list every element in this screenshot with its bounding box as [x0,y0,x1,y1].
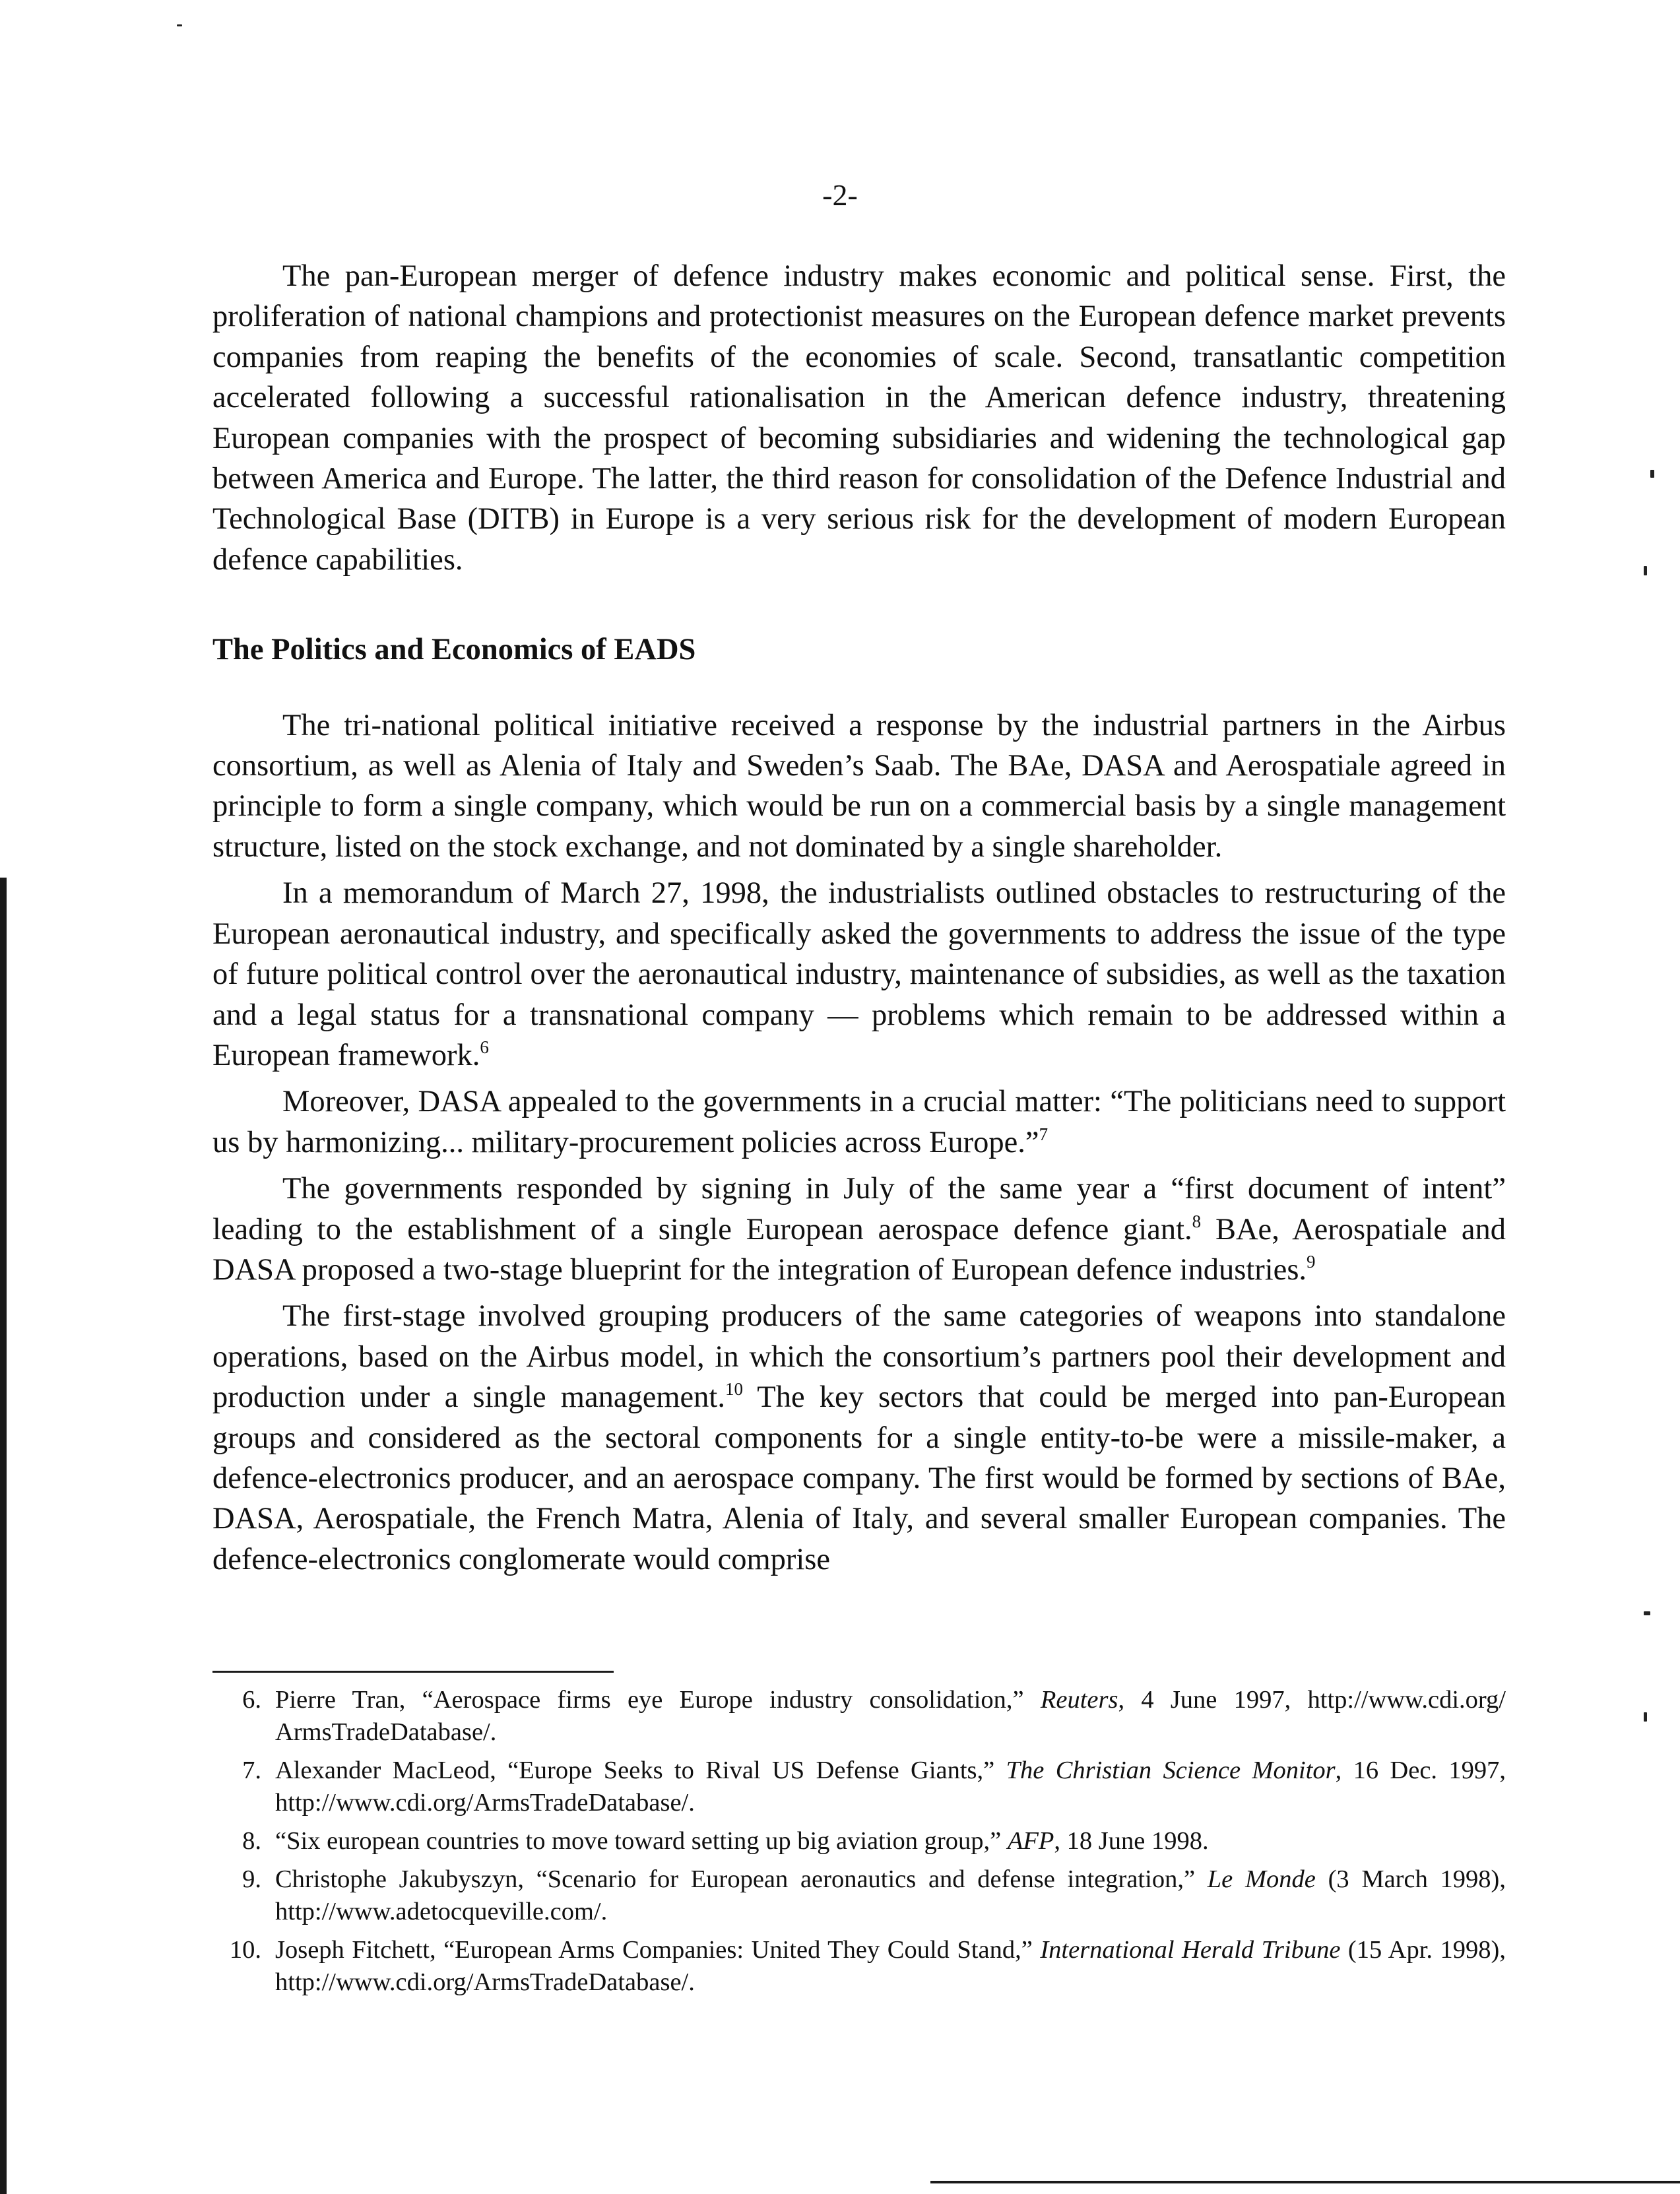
paragraph: The pan-European merger of defence industry makes economic and political sense. First, the proliferation of national champions and protectionist measures on the European defence market prevents companies from reaping the benefits of the economies of scale. Second, transatlantic competition accelerated following a successful rationalisation in the American defence industry, threatening European companies with the prospect of becoming subsidiaries and widening the technological gap between America and Europe. The latter, the third reason for consolidation of the Defence Industrial and Technological Base (DITB) in Europe is a very serious risk for the development of modern European defence capabilities. [212,259,1506,577]
paragraph-text: BAe, Aerospatiale and DASA proposed a two-stage blueprint for the integration of European defence industries. [212,1212,1506,1287]
footnote-source: AFP [1007,1827,1054,1855]
footnote-source: International Herald Tribune [1040,1936,1341,1964]
footnote [212,1755,1506,1819]
paragraph [212,1296,1506,1580]
footnote-ref[interactable]: 8 [1192,1211,1202,1231]
footnote [212,1863,1506,1928]
footnote-citation: Pierre Tran, “Aerospace firms eye Europe industry consolidation,” [275,1686,1041,1714]
footnote-source: Le Monde [1207,1865,1316,1893]
footnote-number: 8. [242,1827,261,1855]
scan-speck [1644,1712,1647,1722]
paragraph-text: In a memorandum of March 27, 1998, the industrialists outlined obstacles to restructuring of the European aeronautical industry, and specifically asked the governments to address the issue of the type of future political control over the aeronautical industry, maintenance of subsidies, as well as the taxation and a legal status for a transnational company — problems which remain to be addressed within a European framework. [212,876,1506,1072]
footnotes [212,1684,1506,2005]
footnote-number: 7. [242,1757,261,1784]
footnote-text [275,1755,1506,1819]
footnote-source: Reuters [1040,1686,1118,1714]
footnote-details: (15 Apr. 1998), http://www.cdi.org/ArmsTradeDatabase/. [275,1936,1506,1996]
footnote-citation: Joseph Fitchett, “European Arms Companies: United They Could Stand,” [275,1936,1041,1964]
footnote-details: , 4 June 1997, http://www.cdi.org/ ArmsTradeDatabase/. [275,1686,1506,1746]
footnote-ref[interactable]: 9 [1307,1251,1316,1272]
footnote-ref[interactable]: 10 [725,1379,743,1400]
paragraph [212,1081,1506,1163]
footnote [212,1684,1506,1749]
page-number: -2- [822,178,858,212]
footnote [212,1934,1506,1999]
footnote-ref[interactable]: 7 [1039,1124,1049,1144]
paragraph-text: The key sectors that could be merged into pan-European groups and considered as the sectoral components for a single entity-to-be were a missile-maker, a defence-electronics producer, and an aerospace company. The first would be formed by sections of BAe, DASA, Aerospatiale, the French Matra, Alenia of Italy, and several smaller European companies. The defence-electronics conglomerate would comprise [212,1380,1506,1576]
footnote-citation: “Six european countries to move toward setting up big aviation group,” [275,1827,1008,1855]
scan-speck [1644,1611,1650,1615]
footnote-details: (3 March 1998), http://www.adetocqueville.com/. [275,1865,1506,1925]
footnote [212,1825,1506,1857]
footnote-citation: Alexander MacLeod, “Europe Seeks to Rival US Defense Giants,” [275,1757,1006,1784]
scan-speck [177,24,182,26]
paragraph-text: The first-stage involved grouping producers of the same categories of weapons into standalone operations, based on the Airbus model, in which the consortium’s partners pool their development and production under a single management. [212,1299,1506,1415]
paragraph-text: Moreover, DASA appealed to the governments in a crucial matter: “The politicians need to support us by harmonizing... military-procurement policies across Europe.” [212,1085,1506,1159]
paragraph-text: The governments responded by signing in July of the same year a “first document of intent” leading to the establishment of a single European aerospace defence giant. [212,1172,1506,1246]
paragraph [212,873,1506,1076]
scan-speck [1644,566,1647,575]
footnote-text [275,1863,1506,1928]
footnote-source: The Christian Science Monitor [1006,1757,1336,1784]
paragraph: The tri-national political initiative received a response by the industrial partners in the Airbus consortium, as well as Alenia of Italy and Sweden’s Saab. The BAe, DASA and Aerospatiale agreed in principle to form a single company, which would be run on a commercial basis by a single management structure, listed on the stock exchange, and not dominated by a single shareholder. [212,708,1506,864]
footnote-number: 9. [242,1865,261,1893]
footnote-separator [212,1671,614,1673]
footnote-ref[interactable]: 6 [480,1037,489,1057]
footnote-text [275,1934,1506,1999]
footnote-text [275,1825,1506,1857]
body-text [212,256,1506,1586]
footnote-citation: Christophe Jakubyszyn, “Scenario for European aeronautics and defense integration,” [275,1865,1208,1893]
footnote-text [275,1684,1506,1749]
footnote-details: , 16 Dec. 1997, http://www.cdi.org/ArmsTradeDatabase/. [275,1757,1506,1817]
footnote-number: 6. [242,1686,261,1714]
scan-left-edge [0,878,7,2194]
section-heading: The Politics and Economics of EADS [212,633,696,667]
scan-speck [1650,470,1654,478]
footnote-number: 10. [229,1936,261,1964]
paragraph [212,1169,1506,1290]
scan-bottom-edge [930,2181,1680,2183]
footnote-details: , 18 June 1998. [1054,1827,1209,1855]
